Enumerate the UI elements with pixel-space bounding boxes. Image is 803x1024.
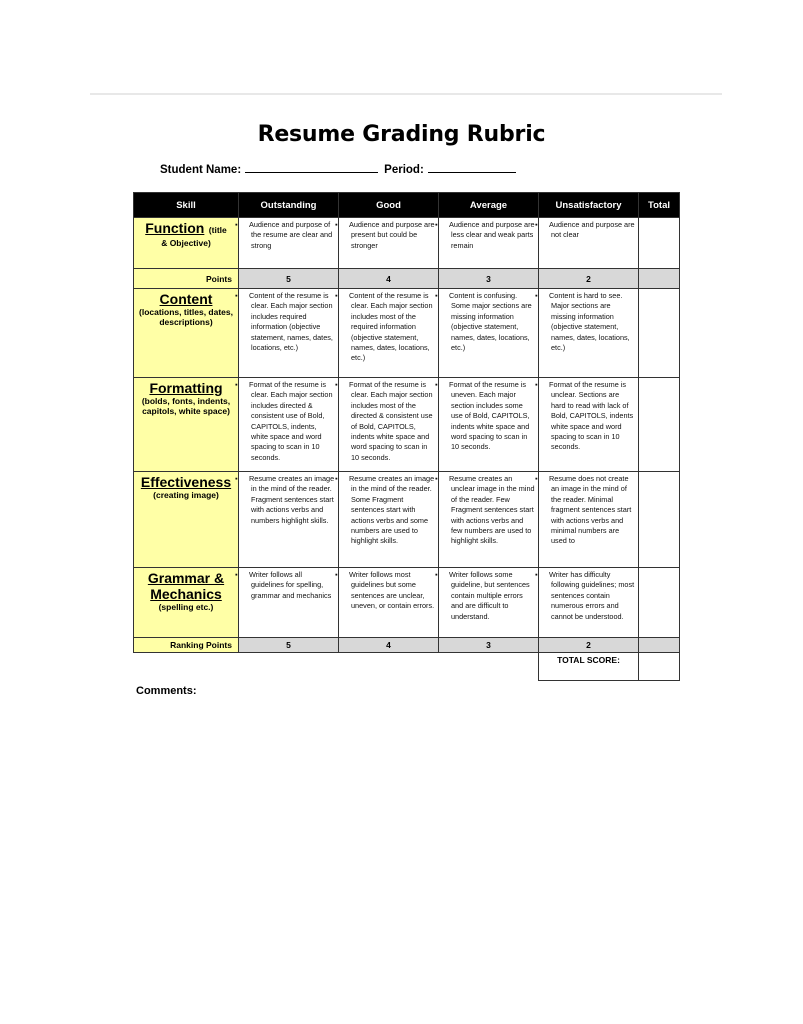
total-cell[interactable] [639, 289, 680, 378]
skill-sub: (spelling etc.) [158, 602, 214, 612]
points-value: 4 [339, 269, 439, 289]
criteria-cell: ▪ Format of the resume is uneven. Each major section includes some use of Bold, CAPITOLS, indents white space and word spacing to scan in 10 seconds. [439, 378, 539, 472]
criteria-cell: ▪ Resume creates an unclear image in the mind of the reader. Few Fragment sentences start with actions verbs and few numbers are used to highlight skills. [439, 472, 539, 568]
total-score-label: TOTAL SCORE: [539, 653, 639, 681]
points-row [134, 269, 680, 289]
header-good: Good [339, 193, 439, 218]
criteria-cell: ▪ Writer follows most guidelines but some sentences are unclear, uneven, or contain errors. [339, 568, 439, 638]
total-score-cell[interactable] [639, 653, 680, 681]
points-label: Points [134, 269, 239, 289]
criteria-cell: ▪ Content of the resume is clear. Each major section includes required information (objective statement, names, dates, locations, etc.) [239, 289, 339, 378]
skill-name: Formatting [149, 380, 223, 396]
period-label: Period: [384, 164, 424, 176]
ranking-value: 4 [339, 638, 439, 653]
ranking-value: 5 [239, 638, 339, 653]
student-name-blank [245, 164, 378, 173]
rubric-row-content [134, 289, 680, 378]
criteria-cell: ▪ Audience and purpose are less clear and weak parts remain [439, 218, 539, 269]
skill-cell-effectiveness [134, 472, 239, 568]
skill-sub: (creating image) [153, 490, 219, 500]
skill-name: Content [159, 291, 213, 307]
criteria-cell: ▪ Resume creates an image in the mind of the reader. Some Fragment sentences start with actions verbs and some numbers are used to highlight skills. [339, 472, 439, 568]
ranking-value: 2 [539, 638, 639, 653]
points-value: 3 [439, 269, 539, 289]
header-total: Total [639, 193, 680, 218]
skill-sub: (bolds, fonts, indents, capitols, white space) [141, 396, 231, 416]
skill-name: Effectiveness [140, 474, 232, 490]
skill-cell-formatting [134, 378, 239, 472]
student-name-label: Student Name: [160, 164, 242, 176]
criteria-cell: ▪ Content of the resume is clear. Each major section includes most of the required information (objective statement, names, dates, locations, etc.) [339, 289, 439, 378]
skill-name: Grammar & Mechanics [147, 570, 225, 602]
page-title: Resume Grading Rubric [257, 122, 546, 147]
criteria-cell: ▪ Resume creates an image in the mind of the reader. Fragment sentences start with actions verbs and numbers highlight skills. [239, 472, 339, 568]
ranking-points-label: Ranking Points [134, 638, 239, 653]
criteria-cell: ▪ Format of the resume is unclear. Sections are hard to read with lack of Bold, CAPITOLS, indents white space and word spacing to scan in 10 seconds. [539, 378, 639, 472]
criteria-cell: ▪ Content is hard to see. Major sections are missing information (objective statement, names, dates, locations, etc.) [539, 289, 639, 378]
skill-sub-inline: (title [208, 225, 227, 235]
skill-cell-grammar [134, 568, 239, 638]
criteria-cell: ▪ Writer follows all guidelines for spelling, grammar and mechanics [239, 568, 339, 638]
header-average: Average [439, 193, 539, 218]
skill-sub: & Objective) [161, 238, 211, 248]
skill-name: Function [145, 220, 205, 236]
skill-cell-function [134, 218, 239, 269]
skill-cell-content [134, 289, 239, 378]
criteria-cell: ▪ Writer follows some guideline, but sentences contain multiple errors and are difficult to understand. [439, 568, 539, 638]
points-value: 2 [539, 269, 639, 289]
total-cell[interactable] [639, 218, 680, 269]
page-top-divider [90, 93, 722, 95]
rubric-table [133, 192, 680, 681]
period-blank [428, 164, 516, 173]
total-cell[interactable] [639, 568, 680, 638]
rubric-row-effectiveness [134, 472, 680, 568]
rubric-row-grammar [134, 568, 680, 638]
total-cell[interactable] [639, 472, 680, 568]
comments-label: Comments: [136, 685, 197, 697]
rubric-row-formatting [134, 378, 680, 472]
ranking-value: 3 [439, 638, 539, 653]
rubric-row-function [134, 218, 680, 269]
points-total-cell [639, 269, 680, 289]
criteria-cell: ▪ Writer has difficulty following guidelines; most sentences contain numerous errors and cannot be understood. [539, 568, 639, 638]
criteria-cell: ▪ Format of the resume is clear. Each major section includes most of the directed & consistent use of Bold, CAPITOLS, indents white space and word spacing to scan in 10 seconds. [339, 378, 439, 472]
total-score-row [134, 653, 680, 681]
ranking-points-row [134, 638, 680, 653]
header-skill: Skill [134, 193, 239, 218]
points-value: 5 [239, 269, 339, 289]
criteria-cell: ▪ Resume does not create an image in the mind of the reader. Minimal fragment sentences start with actions verbs and minimal numbers are used to [539, 472, 639, 568]
rubric-header-row [134, 193, 680, 218]
criteria-cell: ▪ Audience and purpose are not clear [539, 218, 639, 269]
criteria-cell: ▪ Audience and purpose of the resume are clear and strong [239, 218, 339, 269]
student-info-line [160, 164, 516, 176]
header-outstanding: Outstanding [239, 193, 339, 218]
criteria-cell: ▪ Audience and purpose are present but could be stronger [339, 218, 439, 269]
criteria-cell: ▪ Content is confusing. Some major sections are missing information (objective statement, names, dates, locations, etc.) [439, 289, 539, 378]
total-cell[interactable] [639, 378, 680, 472]
skill-sub: (locations, titles, dates, descriptions) [139, 307, 233, 327]
criteria-cell: ▪ Format of the resume is clear. Each major section includes directed & consistent use of Bold, CAPITOLS, indents, white space and word spacing to scan in 10 seconds. [239, 378, 339, 472]
header-unsatisfactory: Unsatisfactory [539, 193, 639, 218]
ranking-total-cell [639, 638, 680, 653]
